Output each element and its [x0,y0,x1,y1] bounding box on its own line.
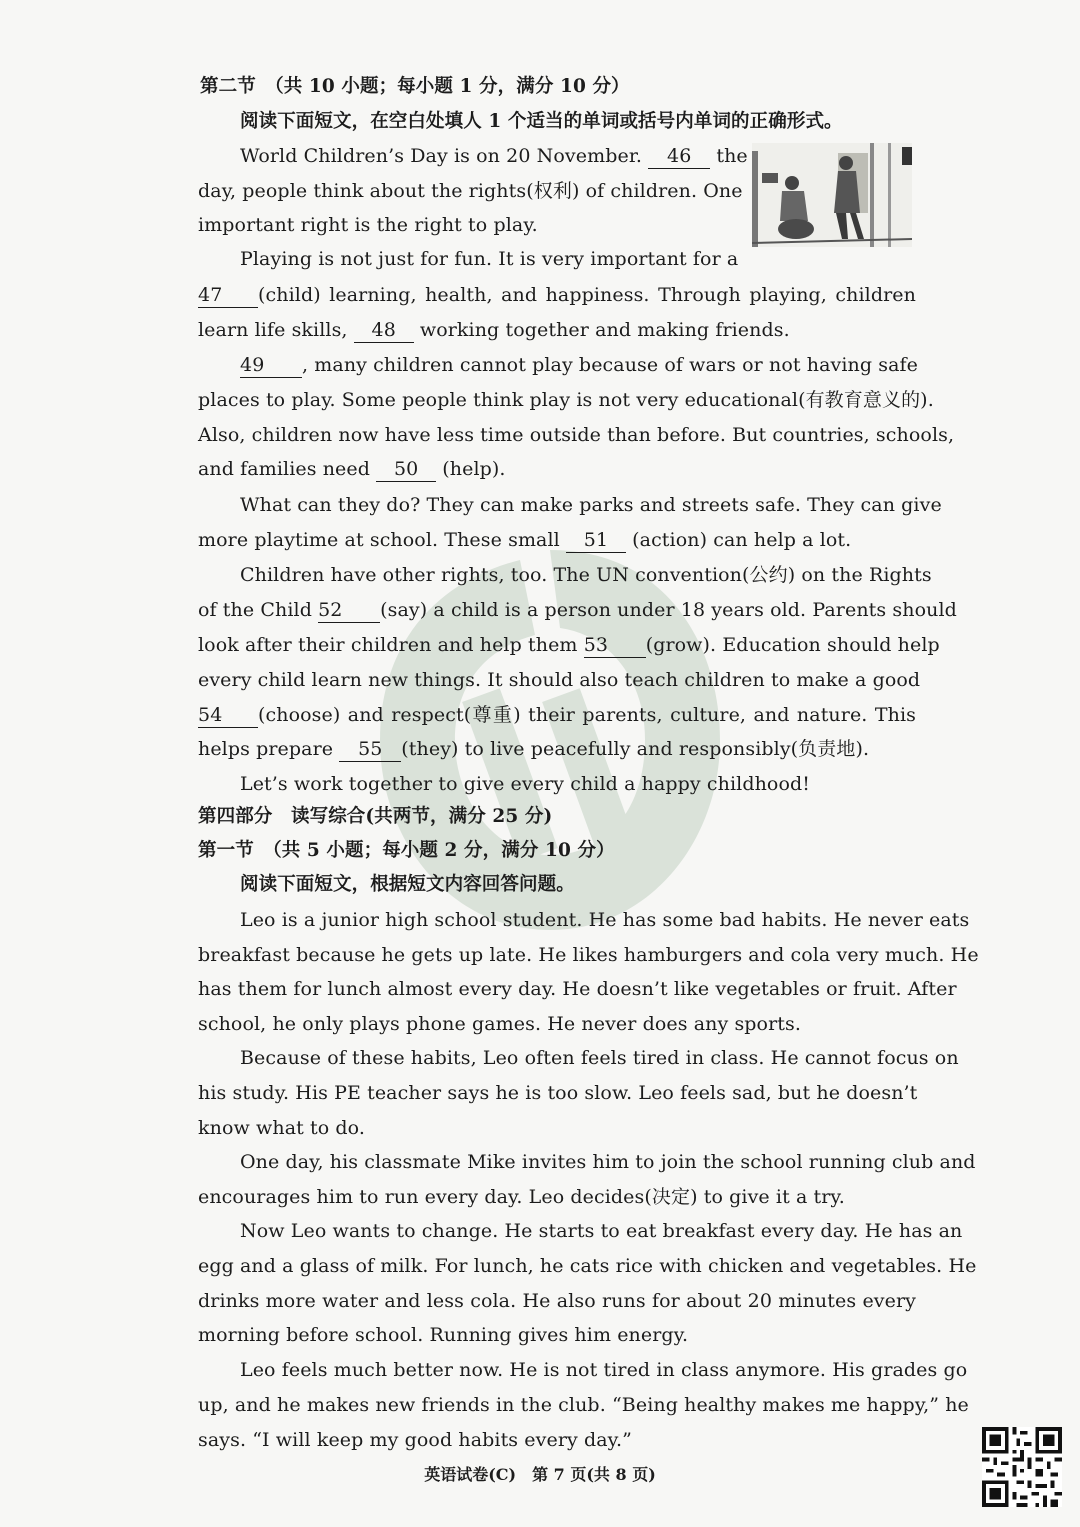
passage-line: 54 (choose) and respect(尊重) their parents, culture, and nature. This [198,704,916,726]
page-footer: 英语试卷(C) 第 7 页(共 8 页) [424,1465,656,1484]
reading-line: encourages him to run every day. Leo decides(决定) to give it a try. [198,1186,845,1208]
reading-line: school, he only plays phone games. He never does any sports. [198,1013,802,1035]
blank-46[interactable]: 46 [648,144,710,169]
children-illustration [752,143,912,247]
passage-line: important right is the right to play. [198,214,538,236]
reading-line: drinks more water and less cola. He also runs for about 20 minutes every [198,1290,916,1312]
reading-line: his study. His PE teacher says he is too slow. Leo feels sad, but he doesn’t [198,1082,918,1104]
passage-line: World Children’s Day is on 20 November. 46 the [240,145,748,167]
passage-line: Also, children now have less time outside than before. But countries, schools, [198,424,955,446]
blank-47[interactable]: 47 [198,283,258,308]
passage-line: Let’s work together to give every child a happy childhood! [240,773,811,795]
passage-line: 49 , many children cannot play because of wars or not having safe [240,354,919,376]
blank-54[interactable]: 54 [198,703,258,728]
passage-line: more playtime at school. These small 51 (action) can help a lot. [198,529,852,551]
reading-line: egg and a glass of milk. For lunch, he cats rice with chicken and vegetables. He [198,1255,977,1277]
reading-line: up, and he makes new friends in the club. “Being healthy makes me happy,” he [198,1394,969,1416]
passage-line: 47 (child) learning, health, and happiness. Through playing, children [198,284,916,306]
reading-line: One day, his classmate Mike invites him to join the school running club and [240,1151,976,1173]
reading-line: Now Leo wants to change. He starts to eat breakfast every day. He has an [240,1220,963,1242]
reading-line: has them for lunch almost every day. He doesn’t like vegetables or fruit. After [198,978,957,1000]
part4-heading: 第四部分 读写综合(共两节，满分 25 分) [198,806,553,827]
passage-line: of the Child 52 (say) a child is a person under 18 years old. Parents should [198,599,957,621]
section2-heading: 第二节 （共 10 小题；每小题 1 分，满分 10 分） [200,76,630,97]
passage-line: day, people think about the rights(权利) of children. One [198,180,743,202]
passage-line: Children have other rights, too. The UN convention(公约) on the Rights [240,564,932,586]
blank-48[interactable]: 48 [354,318,414,343]
blank-53[interactable]: 53 [584,633,646,658]
part4-instruction: 阅读下面短文，根据短文内容回答问题。 [240,874,575,895]
reading-line: know what to do. [198,1117,366,1139]
blank-50[interactable]: 50 [376,457,436,482]
passage-line: What can they do? They can make parks and streets safe. They can give [240,494,942,516]
passage-line: places to play. Some people think play is not very educational(有教育意义的). [198,389,934,411]
passage-line: every child learn new things. It should also teach children to make a good [198,669,921,691]
qr-code [982,1427,1062,1507]
reading-line: Because of these habits, Leo often feels tired in class. He cannot focus on [240,1047,959,1069]
section2-instruction: 阅读下面短文，在空白处填人 1 个适当的单词或括号内单词的正确形式。 [240,111,843,132]
blank-52[interactable]: 52 [318,598,380,623]
passage-line: and families need 50 (help). [198,458,506,480]
reading-line: Leo feels much better now. He is not tired in class anymore. His grades go [240,1359,968,1381]
blank-51[interactable]: 51 [566,528,626,553]
passage-line: helps prepare 55 (they) to live peacefully and responsibly(负责地). [198,738,870,760]
reading-line: morning before school. Running gives him energy. [198,1324,689,1346]
reading-line: Leo is a junior high school student. He has some bad habits. He never eats [240,909,970,931]
passage-line: Playing is not just for fun. It is very important for a [240,248,739,270]
blank-55[interactable]: 55 [339,737,401,762]
reading-line: says. “I will keep my good habits every day.” [198,1429,632,1451]
passage-line: look after their children and help them 53 (grow). Education should help [198,634,940,656]
passage-line: learn life skills, 48 working together and making friends. [198,319,790,341]
part4-section1-heading: 第一节 （共 5 小题；每小题 2 分，满分 10 分） [198,840,615,861]
reading-line: breakfast because he gets up late. He likes hamburgers and cola very much. He [198,944,979,966]
blank-49[interactable]: 49 [240,353,302,378]
